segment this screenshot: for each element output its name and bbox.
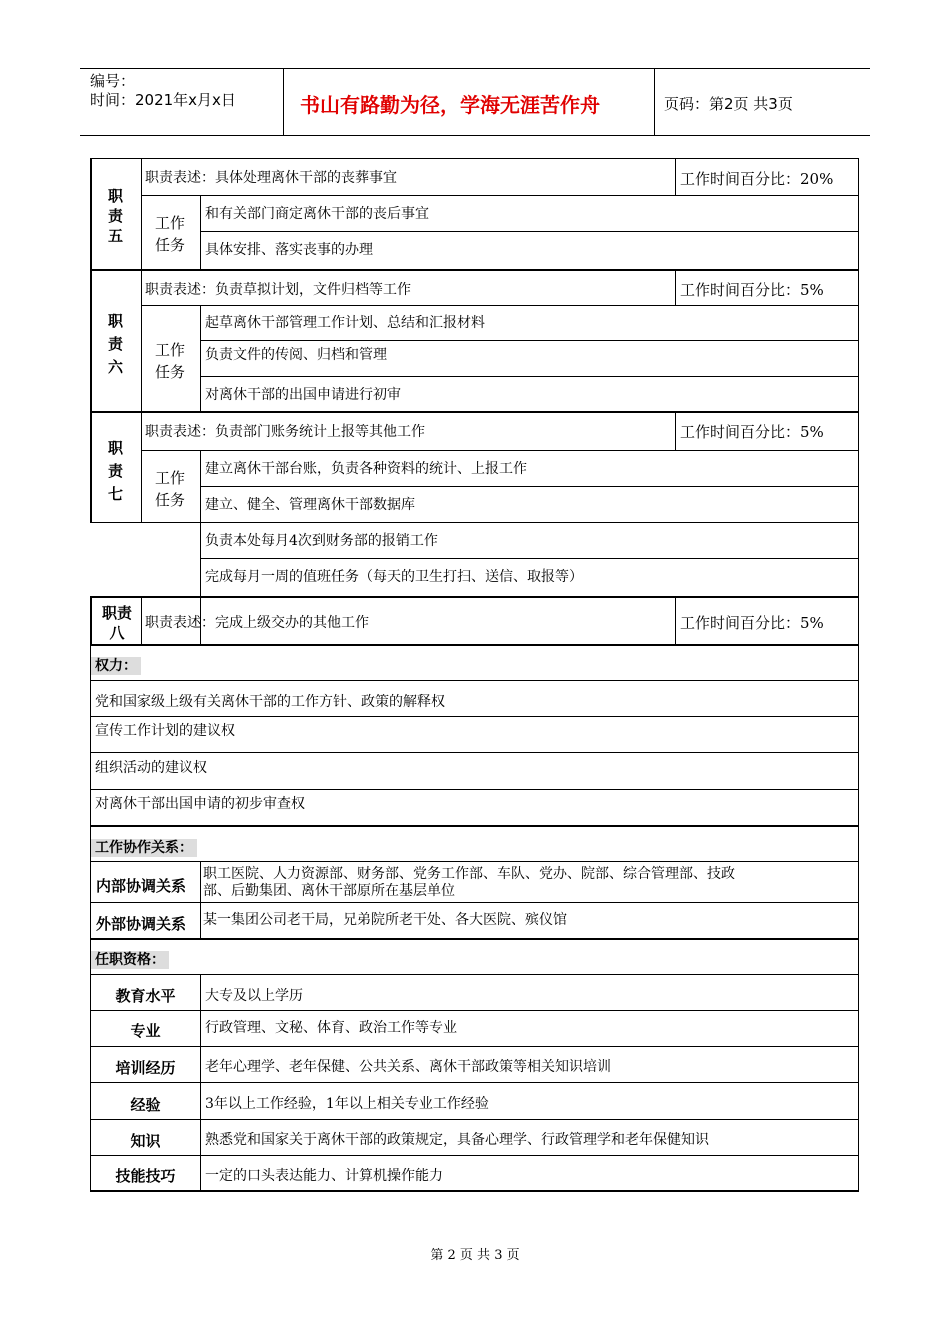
duty-desc: 职责表述：负责草拟计划，文件归档等工作 (145, 282, 411, 298)
motto: 书山有路勤为径，学海无涯苦作舟 (300, 93, 600, 117)
qual-label: 专业 (130, 1022, 161, 1040)
duty-label: 职责七 (108, 439, 124, 503)
qual-value: 一定的口头表达能力、计算机操作能力 (205, 1168, 443, 1184)
tasks-label: 工作任务 (155, 469, 186, 509)
power-item: 对离休干部出国申请的初步审查权 (95, 796, 305, 812)
tasks-label: 工作任务 (155, 214, 186, 254)
duty-label: 职责六 (108, 312, 124, 376)
section-title: 权力： (91, 657, 141, 675)
task-item: 完成每月一周的值班任务（每天的卫生打扫、送信、取报等） (205, 569, 583, 585)
external-value: 某一集团公司老干局，兄弟院所老干处、各大医院、殡仪馆 (203, 912, 567, 928)
tasks-label: 工作任务 (155, 341, 186, 381)
date-label: 时间：2021年x月x日 (90, 91, 236, 109)
page-footer: 第 2 页 共 3 页 (430, 1248, 520, 1263)
duty-pct: 工作时间百分比：5% (680, 614, 824, 632)
internal-line: 职工医院、人力资源部、财务部、党务工作部、车队、党办、院部、综合管理部、技政 (203, 866, 735, 882)
duty-desc: 职责表述：具体处理离休干部的丧葬事宜 (145, 170, 397, 186)
qual-label: 经验 (130, 1096, 161, 1114)
section-title: 任职资格： (91, 951, 169, 969)
page-label: 页码：第2页 共3页 (664, 95, 793, 113)
qual-label: 培训经历 (115, 1059, 176, 1077)
internal-line: 部、后勤集团、离休干部原所在基层单位 (203, 883, 455, 899)
duty-pct: 工作时间百分比：20% (680, 170, 834, 188)
task-item: 建立、健全、管理离休干部数据库 (205, 497, 415, 513)
task-item: 对离休干部的出国申请进行初审 (205, 387, 401, 403)
power-item: 党和国家级上级有关离休干部的工作方针、政策的解释权 (95, 694, 445, 710)
duty-desc: 职责表述：完成上级交办的其他工作 (145, 615, 369, 631)
task-item: 和有关部门商定离休干部的丧后事宜 (205, 206, 429, 222)
duty-desc: 职责表述：负责部门账务统计上报等其他工作 (145, 424, 425, 440)
qual-label: 知识 (130, 1132, 161, 1150)
qual-value: 熟悉党和国家关于离休干部的政策规定，具备心理学、行政管理学和老年保健知识 (205, 1132, 709, 1148)
task-item: 起草离休干部管理工作计划、总结和汇报材料 (205, 315, 485, 331)
external-label: 外部协调关系 (96, 915, 187, 933)
internal-label: 内部协调关系 (96, 877, 187, 895)
qual-value: 行政管理、文秘、体育、政治工作等专业 (205, 1020, 457, 1036)
task-item: 具体安排、落实丧事的办理 (205, 242, 373, 258)
qual-value: 老年心理学、老年保健、公共关系、离休干部政策等相关知识培训 (205, 1059, 611, 1075)
power-item: 组织活动的建议权 (95, 760, 207, 776)
qual-value: 大专及以上学历 (205, 988, 303, 1004)
qual-value: 3年以上工作经验，1年以上相关专业工作经验 (205, 1096, 489, 1112)
task-item: 负责文件的传阅、归档和管理 (205, 347, 387, 363)
qual-label: 教育水平 (115, 987, 176, 1005)
duty-label: 职责五 (108, 187, 124, 245)
task-item: 负责本处每月4次到财务部的报销工作 (205, 533, 438, 549)
duty-label: 职责八 (101, 604, 132, 642)
qual-label: 技能技巧 (115, 1167, 176, 1185)
duty-pct: 工作时间百分比：5% (680, 423, 824, 441)
duty-pct: 工作时间百分比：5% (680, 281, 824, 299)
code-label: 编号： (90, 72, 136, 90)
power-item: 宣传工作计划的建议权 (95, 723, 235, 739)
task-item: 建立离休干部台账，负责各种资料的统计、上报工作 (205, 461, 527, 477)
section-title: 工作协作关系： (91, 839, 197, 857)
